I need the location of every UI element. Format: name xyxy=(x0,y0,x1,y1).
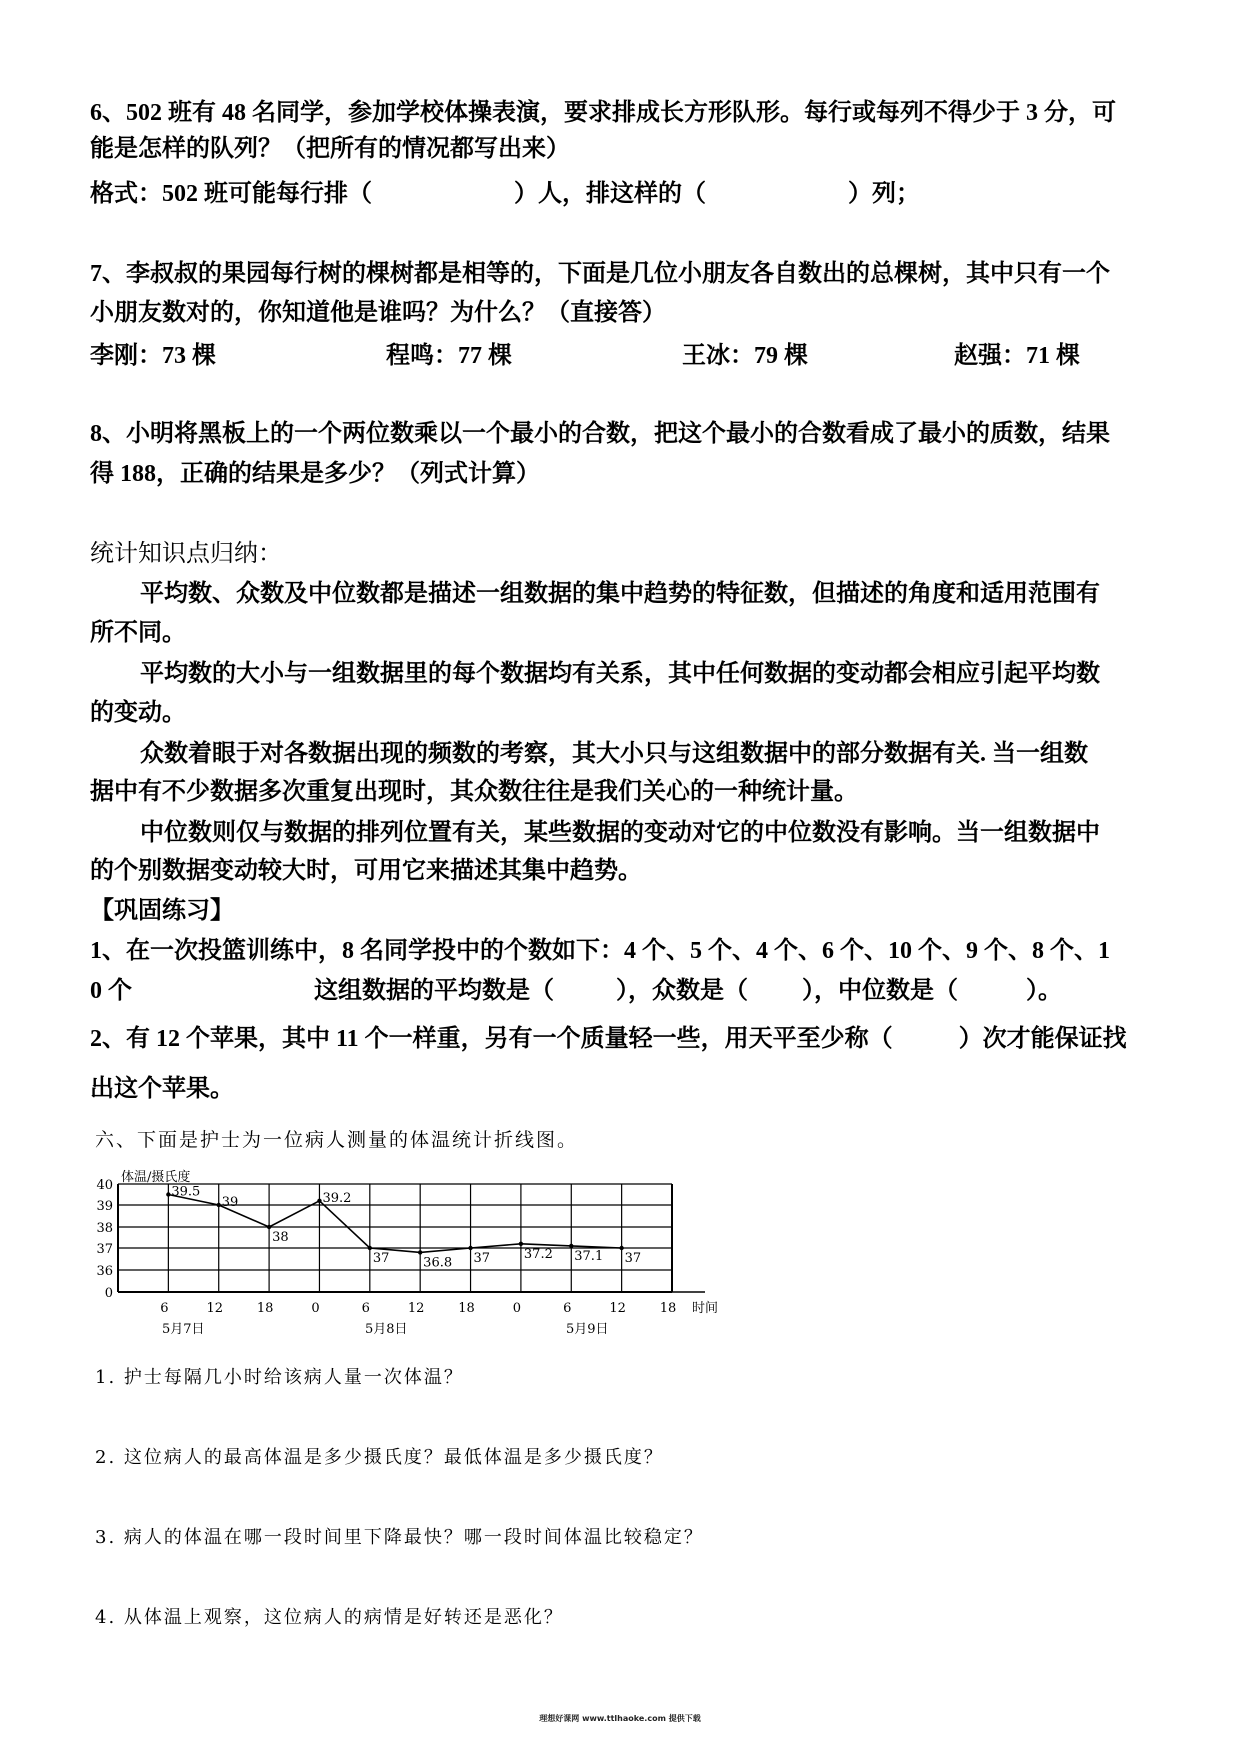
y-tick-label: 37 xyxy=(96,1242,113,1257)
practice-q2-line-2: 出这个苹果。 xyxy=(90,1076,234,1102)
date-label: 5月8日 xyxy=(365,1322,408,1337)
temperature-line-chart xyxy=(80,1160,760,1355)
q2-part-a: 2、有 12 个苹果，其中 11 个一样重，另有一个质量轻一些，用天平至少称（ xyxy=(90,1026,893,1052)
y-tick-label: 38 xyxy=(96,1221,113,1236)
footer-credit: 理想好课网 www.ttlhaoke.com 提供下载 xyxy=(539,1714,701,1723)
practice-q2-line-1 xyxy=(90,1018,1127,1053)
data-point xyxy=(418,1250,422,1254)
practice-q1-line-1: 1、在一次投篮训练中，8 名同学投中的个数如下：4 个、5 个、4 个、6 个、10 个、9 个、8 个、1 xyxy=(90,938,1110,964)
y-tick-label: 40 xyxy=(96,1178,113,1193)
stats-heading: 统计知识点归纳： xyxy=(90,541,282,567)
format-part-a: 格式：502 班可能每行排（ xyxy=(90,181,372,207)
q1-part-d: ），中位数是（ xyxy=(802,978,958,1004)
data-point xyxy=(619,1246,623,1250)
stats-para-3b: 据中有不少数据多次重复出现时，其众数往往是我们关心的一种统计量。 xyxy=(90,779,858,805)
data-label: 36.8 xyxy=(423,1255,453,1271)
data-label: 37 xyxy=(624,1251,642,1266)
data-label: 37 xyxy=(372,1251,390,1266)
q1-part-e: ）。 xyxy=(1026,978,1062,1004)
answer-zhao-qiang: 赵强：71 棵 xyxy=(954,343,1080,369)
x-tick-label: 6 xyxy=(563,1301,572,1316)
format-part-b: ）人，排这样的（ xyxy=(514,181,706,207)
chart-question-3: 3. 病人的体温在哪一段时间里下降最快？哪一段时间体温比较稳定？ xyxy=(95,1527,704,1548)
data-point xyxy=(267,1225,271,1229)
x-tick-label: 12 xyxy=(407,1301,425,1316)
problem-8-line-2: 得 188，正确的结果是多少？（列式计算） xyxy=(90,461,540,487)
problem-6-format xyxy=(90,173,920,208)
x-tick-label: 0 xyxy=(512,1301,522,1316)
y-axis-label: 体温/摄氏度 xyxy=(121,1170,191,1185)
problem-6-line-2: 能是怎样的队列？（把所有的情况都写出来） xyxy=(90,136,570,162)
answer-cheng-ming: 程鸣：77 棵 xyxy=(386,343,512,369)
x-tick-label: 18 xyxy=(659,1301,677,1316)
data-label: 37.1 xyxy=(574,1248,604,1264)
problem-7-line-1: 7、李叔叔的果园每行树的棵树都是相等的，下面是几位小朋友各自数出的总棵树，其中只有一个 xyxy=(90,261,1110,287)
x-tick-label: 18 xyxy=(458,1301,475,1316)
data-point xyxy=(166,1192,170,1196)
stats-para-1b: 所不同。 xyxy=(90,620,186,646)
problem-6-line-1: 6、502 班有 48 名同学，参加学校体操表演，要求排成长方形队形。每行或每列不得少于 3 分，可 xyxy=(90,100,1116,126)
practice-q1-line-2 xyxy=(90,970,1062,1005)
stats-para-1a: 平均数、众数及中位数都是描述一组数据的集中趋势的特征数，但描述的角度和适用范围有 xyxy=(140,581,1100,607)
stats-para-2b: 的变动。 xyxy=(90,700,186,726)
data-point xyxy=(468,1246,472,1250)
data-point xyxy=(368,1246,372,1250)
problem-8-line-1: 8、小明将黑板上的一个两位数乘以一个最小的合数，把这个最小的合数看成了最小的质数，结果 xyxy=(90,421,1110,447)
data-label: 39.2 xyxy=(322,1190,352,1206)
data-label: 37 xyxy=(473,1251,491,1266)
x-tick-label: 18 xyxy=(256,1301,274,1316)
x-axis-label: 时间 xyxy=(692,1301,719,1316)
chart-question-2: 2. 这位病人的最高体温是多少摄氏度？最低体温是多少摄氏度？ xyxy=(95,1447,664,1468)
date-label: 5月9日 xyxy=(566,1322,609,1337)
x-tick-label: 12 xyxy=(609,1301,626,1316)
q1-part-a: 0 个 xyxy=(90,978,132,1004)
y-tick-label: 39 xyxy=(96,1199,113,1214)
chart-section-title: 六、下面是护士为一位病人测量的体温统计折线图。 xyxy=(95,1129,579,1151)
q2-part-b: ）次才能保证找 xyxy=(958,1026,1127,1052)
data-point xyxy=(217,1203,221,1207)
q1-part-c: ），众数是（ xyxy=(616,978,748,1004)
chart-question-1: 1. 护士每隔几小时给该病人量一次体温？ xyxy=(95,1367,464,1388)
data-label: 39 xyxy=(221,1195,239,1210)
x-tick-label: 12 xyxy=(206,1301,224,1316)
x-tick-label: 6 xyxy=(361,1301,370,1316)
x-tick-label: 6 xyxy=(160,1301,169,1316)
data-point xyxy=(317,1199,321,1203)
data-point xyxy=(519,1242,523,1246)
answer-li-gang: 李刚：73 棵 xyxy=(90,343,216,369)
data-label: 37.2 xyxy=(523,1246,553,1262)
q1-part-b: 这组数据的平均数是（ xyxy=(314,978,554,1004)
date-label: 5月7日 xyxy=(162,1322,205,1337)
stats-para-4b: 的个别数据变动较大时，可用它来描述其集中趋势。 xyxy=(90,858,642,884)
answer-wang-bing: 王冰：79 棵 xyxy=(682,343,808,369)
data-label: 39.5 xyxy=(171,1184,201,1200)
format-part-c: ）列； xyxy=(848,181,920,207)
chart-question-4: 4. 从体温上观察，这位病人的病情是好转还是恶化？ xyxy=(95,1607,564,1628)
stats-para-4a: 中位数则仅与数据的排列位置有关，某些数据的变动对它的中位数没有影响。当一组数据中 xyxy=(140,820,1100,846)
x-tick-label: 0 xyxy=(311,1301,320,1316)
stats-para-2a: 平均数的大小与一组数据里的每个数据均有关系，其中任何数据的变动都会相应引起平均数 xyxy=(140,661,1100,687)
problem-7-line-2: 小朋友数对的，你知道他是谁吗？为什么？（直接答） xyxy=(90,300,666,326)
data-point xyxy=(569,1244,573,1248)
practice-heading: 【巩固练习】 xyxy=(90,898,234,924)
y-tick-label: 36 xyxy=(96,1264,113,1279)
y-tick-label: 0 xyxy=(104,1286,113,1301)
data-label: 38 xyxy=(272,1230,289,1245)
stats-para-3a: 众数着眼于对各数据出现的频数的考察，其大小只与这组数据中的部分数据有关. 当一组数 xyxy=(140,741,1088,767)
